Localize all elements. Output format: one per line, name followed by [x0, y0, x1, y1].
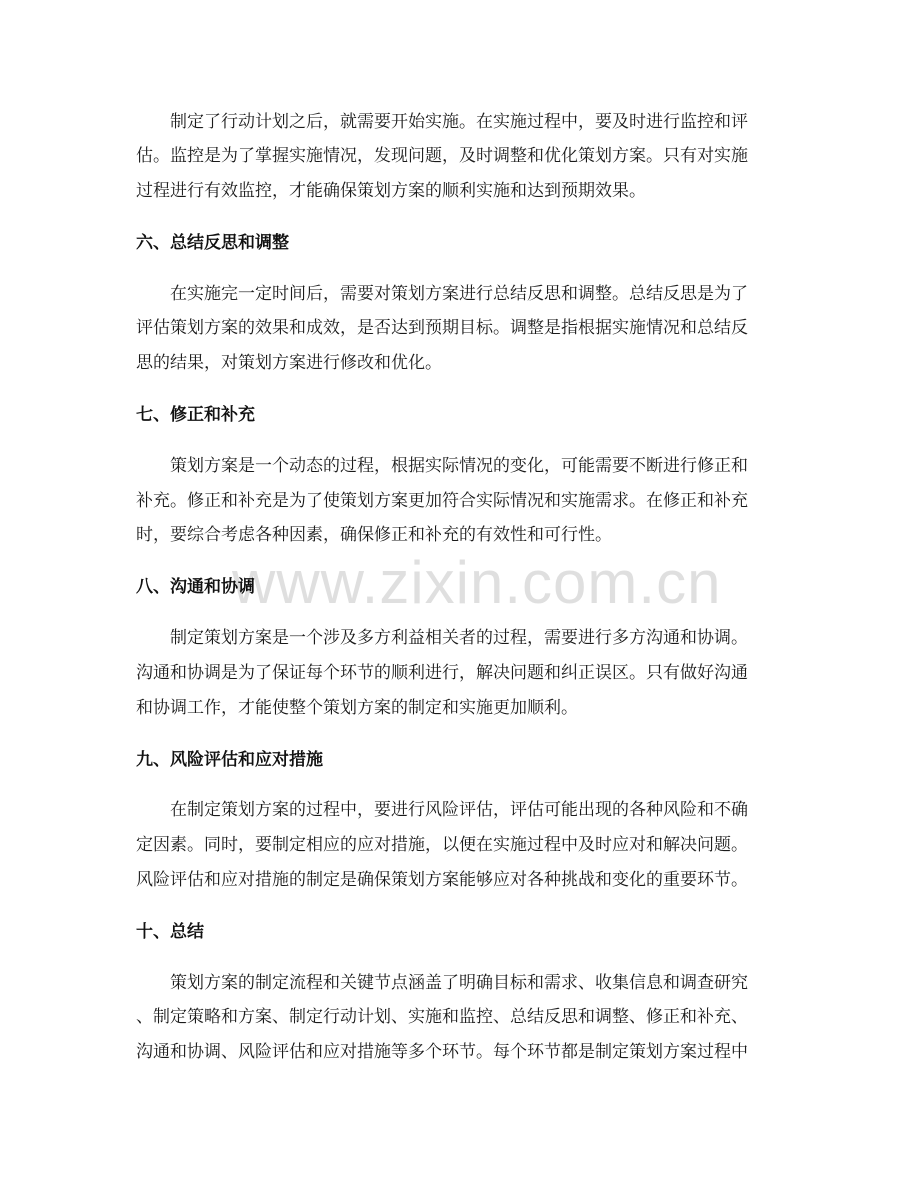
paragraph-line: 评估策划方案的效果和成效，是否达到预期目标。调整是指根据实施情况和总结反	[136, 318, 748, 338]
paragraph-line: 过程进行有效监控，才能确保策划方案的顺利实施和达到预期效果。	[136, 181, 646, 201]
paragraph-line: 策划方案的制定流程和关键节点涵盖了明确目标和需求、收集信息和调查研究	[170, 973, 748, 993]
section-heading: 六、总结反思和调整	[136, 233, 289, 253]
section-heading: 十、总结	[136, 922, 204, 942]
paragraph-line: 在实施完一定时间后，需要对策划方案进行总结反思和调整。总结反思是为了	[170, 284, 748, 304]
paragraph-line: 和协调工作，才能使整个策划方案的制定和实施更加顺利。	[136, 698, 578, 718]
watermark: www.zixin.com.cn	[232, 549, 722, 616]
section-heading: 八、沟通和协调	[136, 577, 255, 597]
paragraph-line: 定因素。同时，要制定相应的应对措施，以便在实施过程中及时应对和解决问题。	[136, 835, 748, 855]
paragraph-line: 沟通和协调、风险评估和应对措施等多个环节。每个环节都是制定策划方案过程中	[136, 1042, 748, 1062]
paragraph-line: 时，要综合考虑各种因素，确保修正和补充的有效性和可行性。	[136, 525, 612, 545]
section-heading: 七、修正和补充	[136, 405, 255, 425]
paragraph-line: 风险评估和应对措施的制定是确保策划方案能够应对各种挑战和变化的重要环节。	[136, 870, 748, 890]
paragraph-line: 制定策划方案是一个涉及多方利益相关者的过程，需要进行多方沟通和协调。	[170, 628, 748, 648]
section-heading: 九、风险评估和应对措施	[136, 750, 323, 770]
paragraph-line: 沟通和协调是为了保证每个环节的顺利进行，解决问题和纠正误区。只有做好沟通	[136, 663, 748, 683]
paragraph-line: 策划方案是一个动态的过程，根据实际情况的变化，可能需要不断进行修正和	[170, 456, 748, 476]
paragraph-line: 制定了行动计划之后，就需要开始实施。在实施过程中，要及时进行监控和评	[170, 112, 748, 132]
paragraph-line: 在制定策划方案的过程中，要进行风险评估，评估可能出现的各种风险和不确	[170, 800, 748, 820]
paragraph-line: 补充。修正和补充是为了使策划方案更加符合实际情况和实施需求。在修正和补充	[136, 491, 748, 511]
paragraph-line: 思的结果，对策划方案进行修改和优化。	[136, 353, 442, 373]
paragraph-line: 、制定策略和方案、制定行动计划、实施和监控、总结反思和调整、修正和补充、	[136, 1007, 748, 1027]
paragraph-line: 估。监控是为了掌握实施情况，发现问题，及时调整和优化策划方案。只有对实施	[136, 146, 748, 166]
